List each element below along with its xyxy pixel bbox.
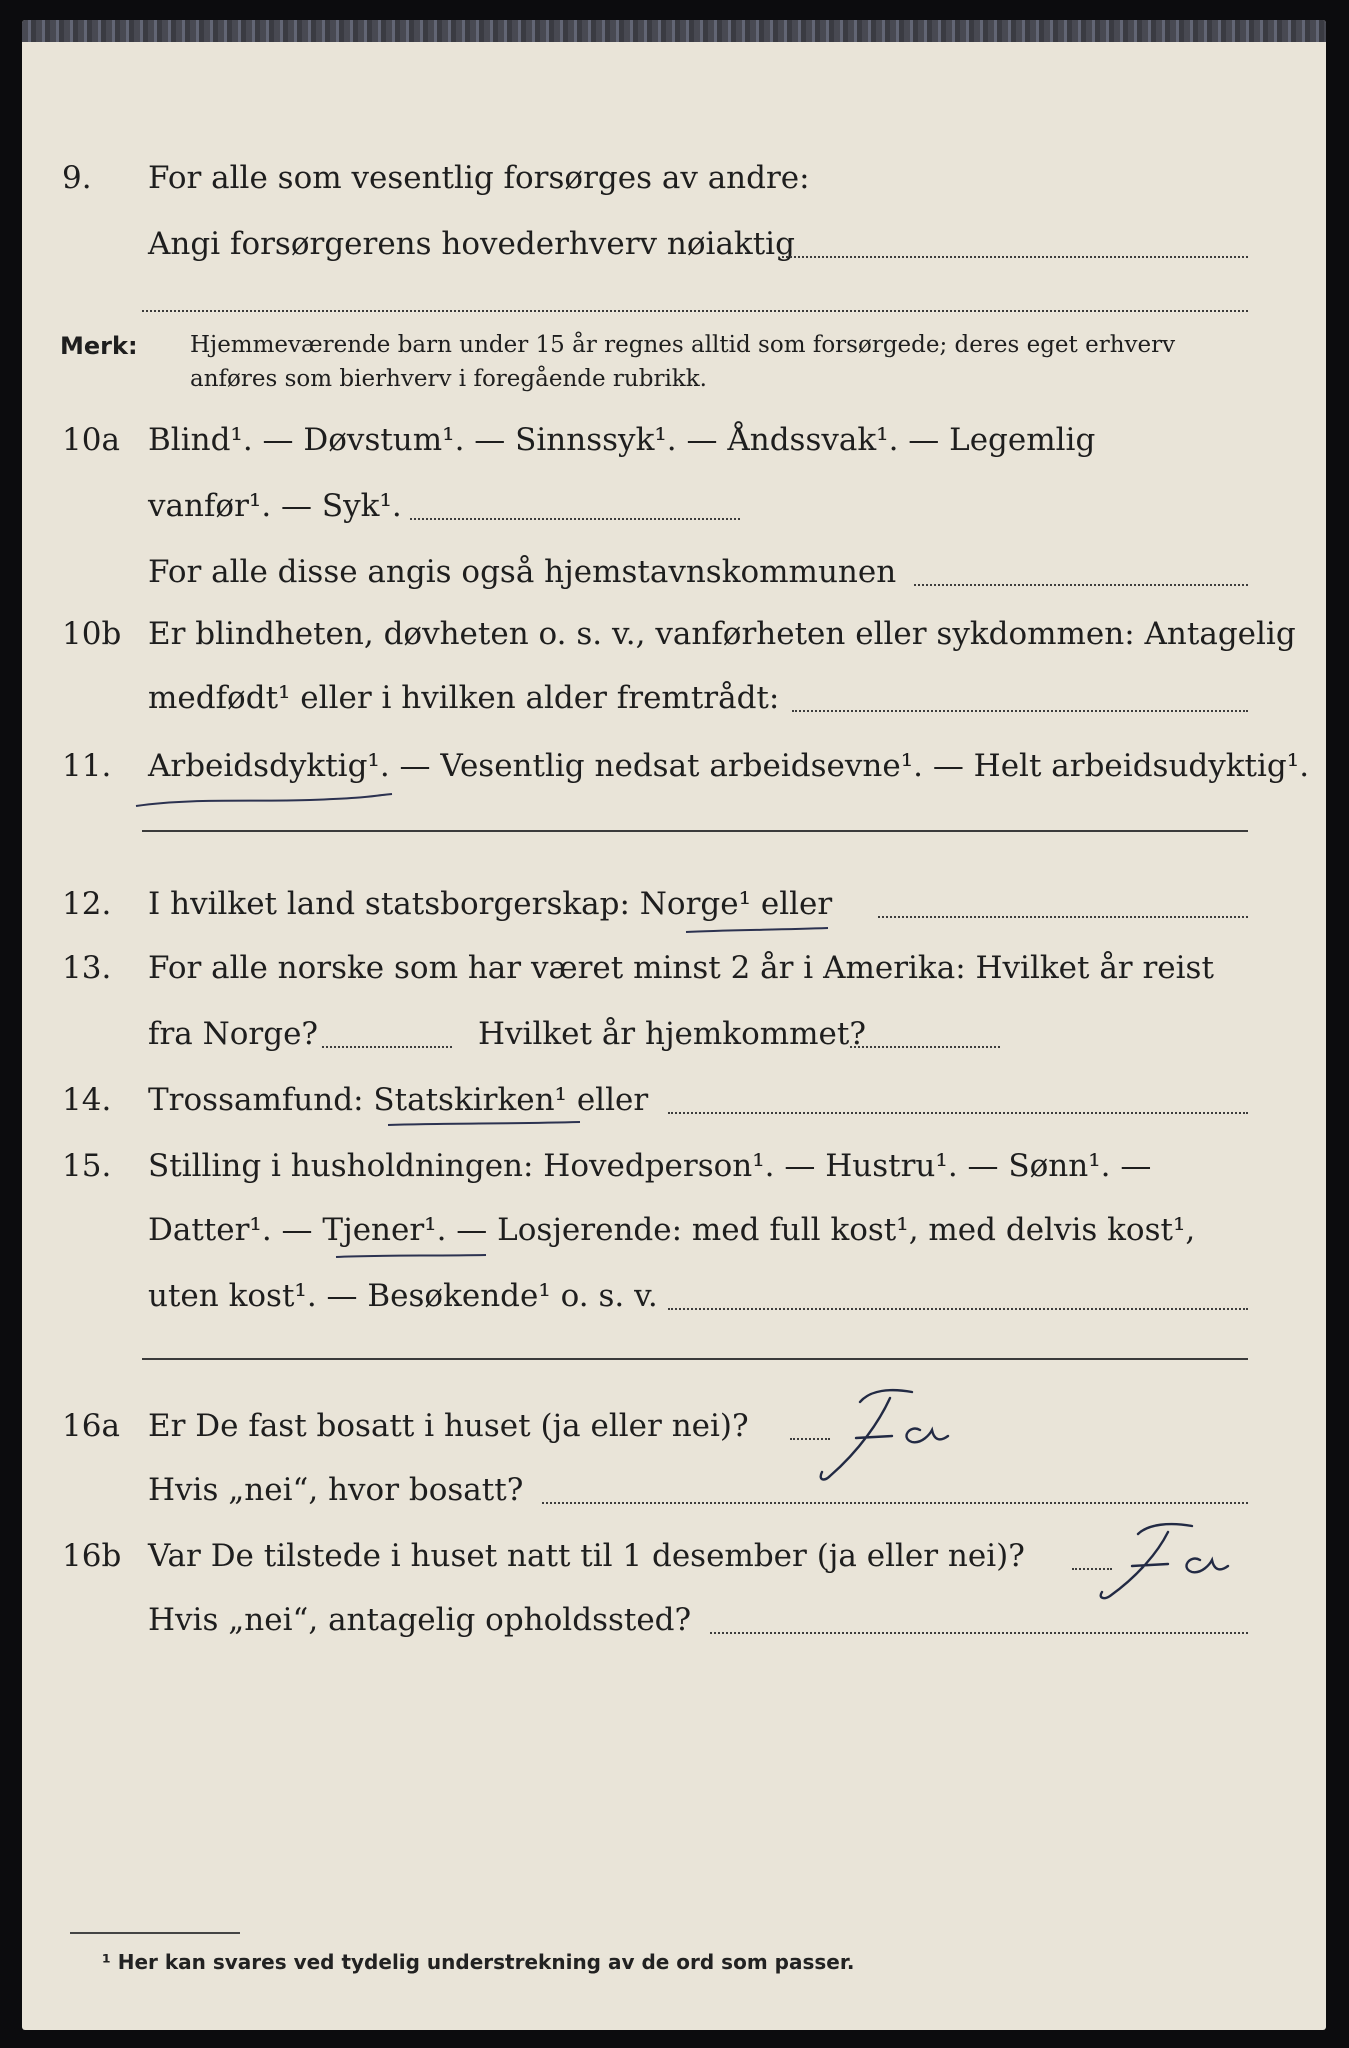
- question-text: Arbeidsdyktig¹. — Vesentlig nedsat arbeidsevne¹. — Helt arbeidsudyktig¹.: [148, 748, 1310, 784]
- question-text: For alle som vesentlig forsørges av andre:: [148, 160, 810, 196]
- answer-line[interactable]: [322, 1046, 452, 1048]
- answer-line[interactable]: [410, 518, 740, 520]
- question-text: Angi forsørgerens hovederhverv nøiaktig: [148, 226, 795, 262]
- census-form-page: [22, 20, 1326, 2030]
- handwritten-answer-ja: [1082, 1518, 1272, 1608]
- question-16a: [22, 1408, 1326, 1448]
- question-13: [22, 950, 1326, 990]
- question-text: uten kost¹. — Besøkende¹ o. s. v.: [148, 1278, 658, 1314]
- handwritten-underline-arbeidsdyktig: [130, 788, 400, 814]
- question-10a: [22, 422, 1326, 462]
- question-16b-line2: [22, 1602, 1326, 1642]
- separator-line: [142, 830, 1248, 832]
- merk-label: Merk:: [60, 332, 138, 360]
- question-10a-line3: [22, 554, 1326, 594]
- question-13-line2: [22, 1016, 1326, 1056]
- question-10b: [22, 616, 1326, 656]
- question-text: vanfør¹. — Syk¹.: [148, 488, 402, 524]
- answer-line[interactable]: [668, 1112, 1248, 1114]
- question-text: Var De tilstede i huset natt til 1 desember (ja eller nei)?: [148, 1538, 1025, 1574]
- separator-line: [142, 1358, 1248, 1360]
- question-10b-line2: [22, 680, 1326, 720]
- question-text: Hvis „nei“, hvor bosatt?: [148, 1472, 524, 1508]
- question-number: 11.: [62, 748, 112, 784]
- question-number: 10a: [62, 422, 120, 458]
- answer-line[interactable]: [542, 1502, 1248, 1504]
- footnote-rule: [70, 1932, 240, 1934]
- question-15-line3: [22, 1278, 1326, 1318]
- question-text: Datter¹. — Tjener¹. — Losjerende: med full kost¹, med delvis kost¹,: [148, 1212, 1196, 1248]
- answer-line[interactable]: [668, 1308, 1248, 1310]
- question-11: [22, 748, 1326, 788]
- answer-line[interactable]: [878, 916, 1248, 918]
- question-text: medfødt¹ eller i hvilken alder fremtrådt:: [148, 680, 780, 716]
- merk-text-2: anføres som bierhverv i foregående rubrikk.: [190, 366, 707, 392]
- question-text: Trossamfund: Statskirken¹ eller: [148, 1082, 649, 1118]
- question-10a-line2: [22, 488, 1326, 528]
- handwritten-underline-tjener: [332, 1250, 492, 1264]
- question-number: 16b: [62, 1538, 122, 1574]
- question-number: 12.: [62, 886, 112, 922]
- question-text: Hvilket år hjemkommet?: [478, 1016, 866, 1052]
- question-12: [22, 886, 1326, 926]
- merk-text-1: Hjemmeværende barn under 15 år regnes alltid som forsørgede; deres eget erhverv: [190, 332, 1176, 358]
- question-9: [22, 160, 1326, 200]
- answer-line[interactable]: [792, 710, 1248, 712]
- question-text: Er blindheten, døvheten o. s. v., vanførheten eller sykdommen: Antagelig: [148, 616, 1296, 652]
- question-15: [22, 1148, 1326, 1188]
- question-text: I hvilket land statsborgerskap: Norge¹ eller: [148, 886, 833, 922]
- question-text: For alle norske som har været minst 2 år i Amerika: Hvilket år reist: [148, 950, 1214, 986]
- answer-line[interactable]: [850, 1046, 1000, 1048]
- answer-line[interactable]: [914, 584, 1248, 586]
- question-number: 16a: [62, 1408, 120, 1444]
- footnote: ¹ Her kan svares ved tydelig understrekning av de ord som passer.: [102, 1950, 855, 1974]
- scan-top-edge: [22, 20, 1326, 42]
- question-number: 9.: [62, 160, 92, 196]
- handwritten-underline-statskirken: [384, 1118, 584, 1132]
- answer-line[interactable]: [782, 256, 1248, 258]
- question-16a-line2: [22, 1472, 1326, 1512]
- question-text: Er De fast bosatt i huset (ja eller nei)?: [148, 1408, 749, 1444]
- merk-note-line2: [22, 366, 1326, 406]
- question-number: 14.: [62, 1082, 112, 1118]
- question-text: fra Norge?: [148, 1016, 319, 1052]
- question-number: 10b: [62, 616, 122, 652]
- question-9-line2: [22, 226, 1326, 266]
- question-text: Hvis „nei“, antagelig opholdssted?: [148, 1602, 692, 1638]
- question-text: Stilling i husholdningen: Hovedperson¹. — Hustru¹. — Sønn¹. —: [148, 1148, 1152, 1184]
- question-text: Blind¹. — Døvstum¹. — Sinnssyk¹. — Åndssvak¹. — Legemlig: [148, 422, 1096, 458]
- answer-line[interactable]: [710, 1632, 1248, 1634]
- question-text: For alle disse angis også hjemstavnskommunen: [148, 554, 897, 590]
- question-number: 15.: [62, 1148, 112, 1184]
- question-number: 13.: [62, 950, 112, 986]
- separator-line: [142, 310, 1248, 312]
- handwritten-underline-norge: [682, 924, 832, 938]
- question-14: [22, 1082, 1326, 1122]
- question-15-line2: [22, 1212, 1326, 1252]
